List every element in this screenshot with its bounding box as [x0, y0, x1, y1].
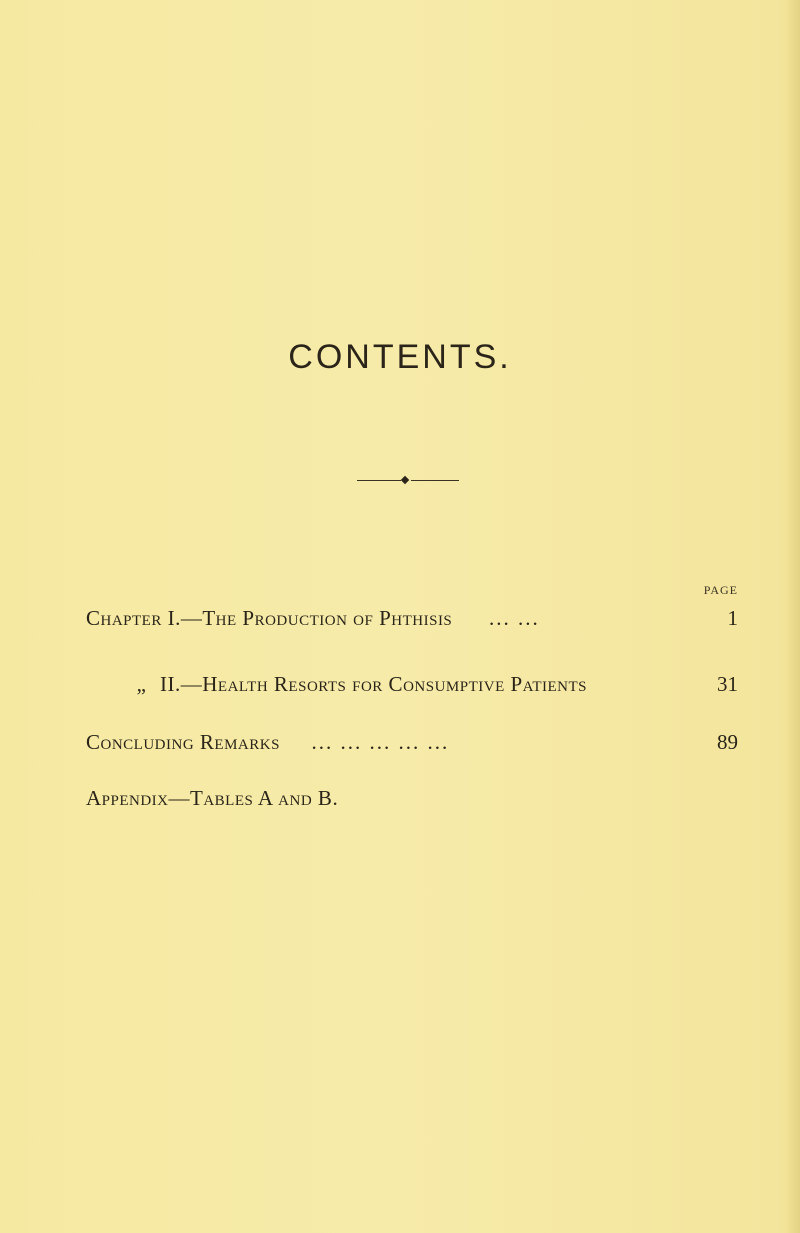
toc-leader-dots: ... ... [489, 606, 540, 630]
toc-entry-concluding-remarks [86, 730, 738, 755]
toc-entry-appendix [86, 786, 738, 811]
toc-entry-page: 31 [717, 672, 738, 696]
page-title: CONTENTS. [288, 338, 512, 376]
toc-entry-label: Concluding Remarks [86, 730, 280, 754]
toc-entry-chapter-1 [86, 606, 738, 631]
page-column-label: PAGE [703, 583, 738, 597]
page-edge-shadow [786, 0, 800, 1233]
toc-entry-chapter-2 [86, 672, 738, 697]
diamond-ornament-icon [401, 476, 409, 484]
toc-entry-label: Chapter I.—The Production of Phthisis [86, 606, 453, 630]
toc-entry-page: 89 [717, 730, 738, 754]
ornament-divider [357, 477, 459, 485]
toc-entry-label: II.—Health Resorts for Consumptive Patients [160, 672, 587, 696]
toc-entry-page: 1 [727, 606, 738, 630]
toc-leader-dots: ... ... ... ... ... [311, 730, 450, 754]
toc-entry-label: Appendix—Tables A and B. [86, 786, 339, 810]
ditto-mark: „ [136, 672, 146, 696]
